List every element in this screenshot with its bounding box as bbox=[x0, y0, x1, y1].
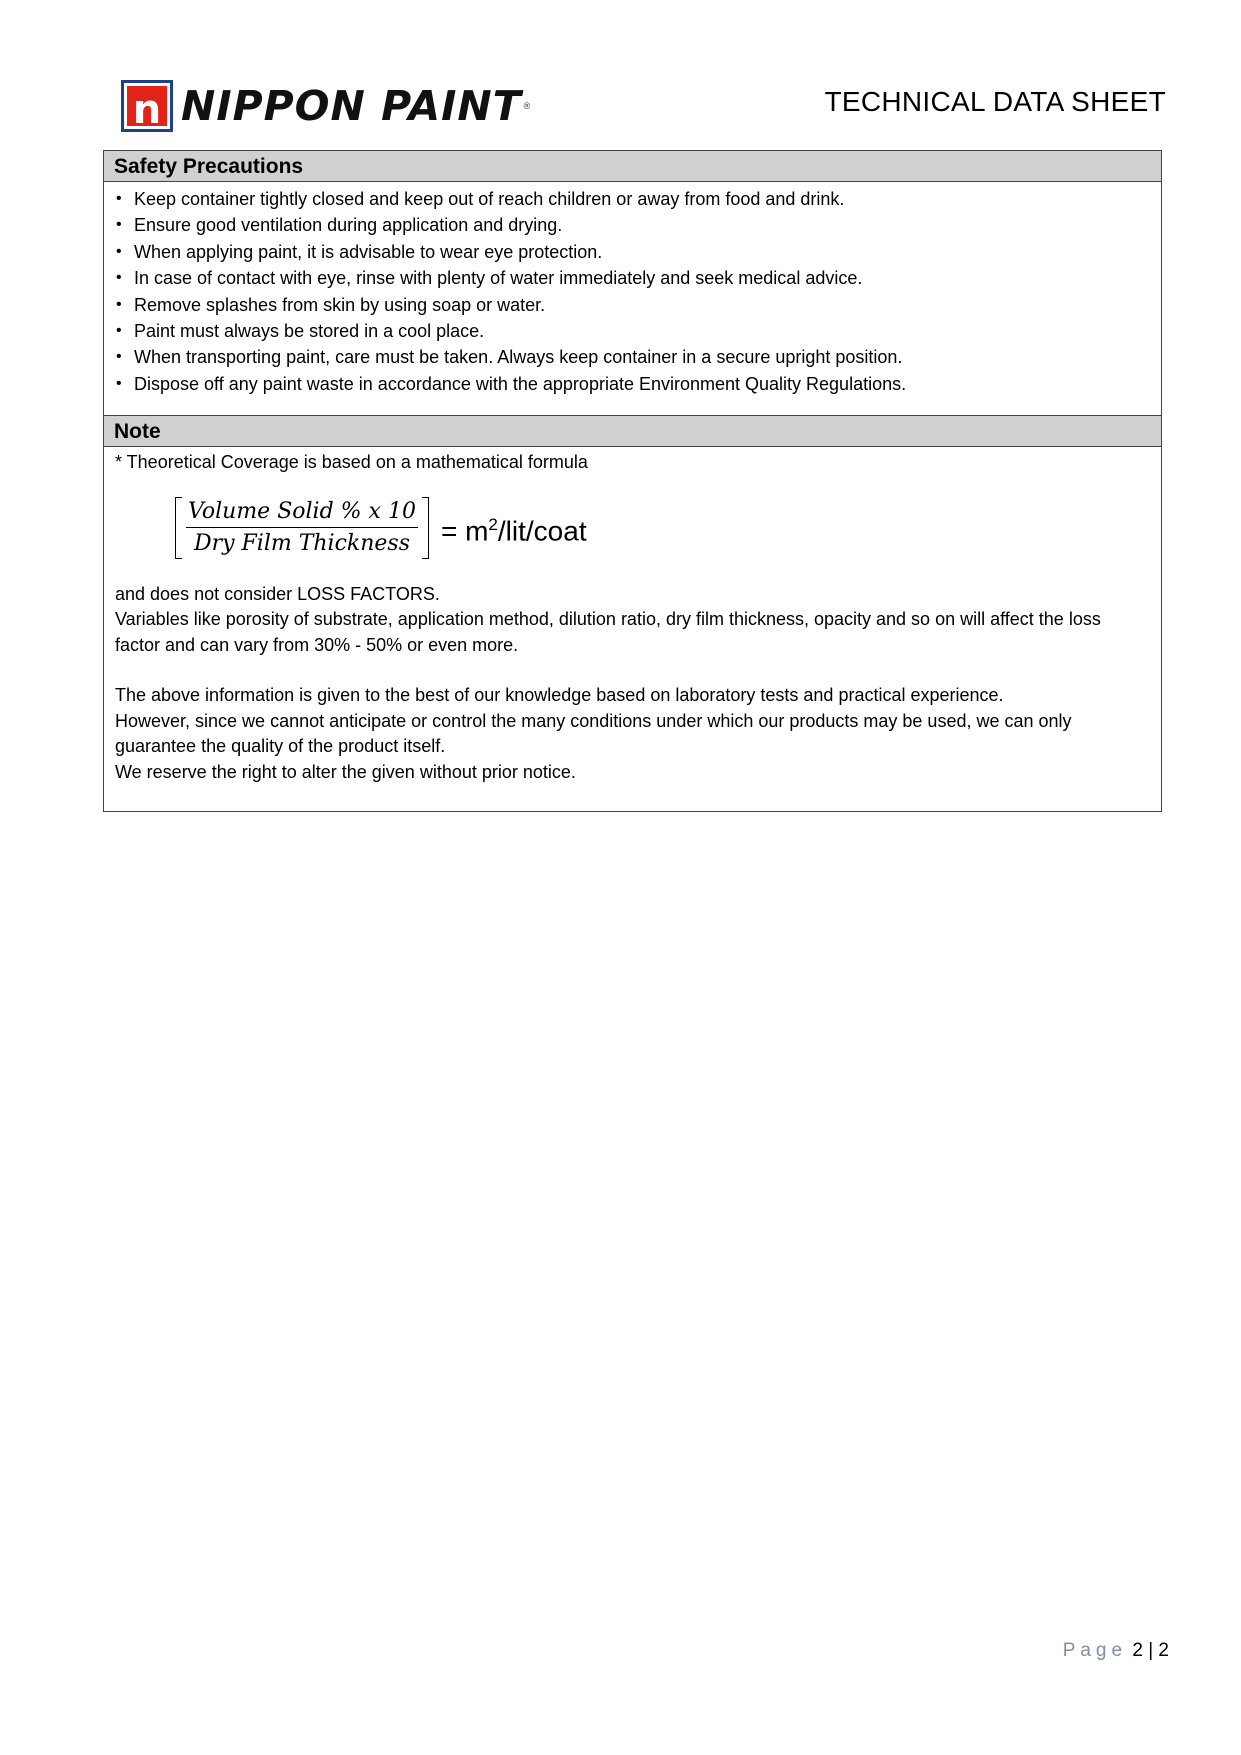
logo-mark-letter: n bbox=[132, 87, 162, 126]
formula-numerator: Volume Solid % x 10 bbox=[186, 497, 418, 528]
page-footer bbox=[1063, 1640, 1169, 1662]
document-title: TECHNICAL DATA SHEET bbox=[824, 86, 1166, 117]
safety-item-text: Keep container tightly closed and keep out of reach children or away from food and drink. bbox=[134, 189, 845, 209]
formula-fraction bbox=[182, 497, 422, 559]
safety-item-text: When applying paint, it is advisable to wear eye protection. bbox=[134, 241, 603, 262]
page-header bbox=[0, 0, 1241, 150]
left-bracket bbox=[175, 497, 182, 559]
list-item bbox=[116, 371, 1151, 397]
logo-registered-mark: ® bbox=[523, 101, 531, 111]
formula-brackets bbox=[175, 497, 429, 559]
list-item bbox=[116, 344, 1151, 370]
bullet-icon: • bbox=[116, 348, 122, 366]
note-disclaimer-1: The above information is given to the best of our knowledge based on laboratory tests and practical experience. bbox=[115, 685, 1004, 706]
note-variables: Variables like porosity of substrate, application method, dilution ratio, dry film thickness, opacity and so on will affect the loss factor and can vary from 30% - 50% or even more. bbox=[115, 609, 1101, 655]
note-disclaimer-2: However, since we cannot anticipate or control the many conditions under which our products may be used, we can only guarantee the quality of the product itself. bbox=[115, 710, 1072, 757]
right-bracket bbox=[422, 497, 429, 559]
note-intro: * Theoretical Coverage is based on a mathematical formula bbox=[115, 452, 588, 473]
safety-item-text: When transporting paint, care must be taken. Always keep container in a secure upright position. bbox=[134, 347, 903, 368]
bullet-icon: • bbox=[116, 269, 122, 287]
note-section-header: Note bbox=[104, 415, 1161, 447]
nippon-paint-logo bbox=[121, 78, 530, 134]
bullet-icon: • bbox=[116, 322, 122, 340]
safety-section-header: Safety Precautions bbox=[104, 151, 1161, 182]
formula-result bbox=[440, 512, 587, 547]
safety-item-text: Dispose off any paint waste in accordance with the appropriate Environment Quality Regulations. bbox=[134, 373, 907, 394]
list-item bbox=[116, 239, 1151, 265]
note-body bbox=[104, 447, 1161, 811]
formula-result-exponent: 2 bbox=[488, 514, 498, 534]
formula-denominator: Dry Film Thickness bbox=[193, 530, 411, 556]
bullet-icon: • bbox=[116, 216, 122, 234]
paragraph-gap bbox=[115, 658, 1149, 683]
safety-list bbox=[104, 182, 1161, 415]
list-item bbox=[116, 212, 1151, 238]
page-current: 2 bbox=[1132, 1640, 1143, 1661]
page-total: 2 bbox=[1158, 1640, 1169, 1661]
bullet-icon: • bbox=[116, 295, 122, 313]
bullet-icon: • bbox=[116, 190, 122, 207]
safety-item-text: Ensure good ventilation during application and drying. bbox=[134, 215, 563, 236]
coverage-formula bbox=[175, 484, 1149, 572]
logo-wordmark: NIPPON PAINT bbox=[181, 82, 522, 130]
note-disclaimer-3: We reserve the right to alter the given without prior notice. bbox=[115, 761, 576, 782]
bullet-icon: • bbox=[116, 374, 122, 392]
list-item bbox=[116, 318, 1151, 344]
logo-mark-icon bbox=[121, 80, 173, 132]
page-label: Page bbox=[1062, 1640, 1128, 1661]
safety-item-text: In case of contact with eye, rinse with plenty of water immediately and seek medical advice. bbox=[134, 268, 863, 289]
content-table bbox=[103, 150, 1162, 812]
page-separator: | bbox=[1148, 1640, 1154, 1661]
safety-item-text: Remove splashes from skin by using soap or water. bbox=[134, 294, 546, 315]
safety-item-text: Paint must always be stored in a cool place. bbox=[134, 321, 485, 342]
formula-result-prefix: = m bbox=[440, 515, 489, 547]
note-loss-factors: and does not consider LOSS FACTORS. bbox=[115, 583, 440, 604]
list-item bbox=[116, 265, 1151, 291]
list-item bbox=[116, 292, 1151, 318]
list-item bbox=[116, 186, 1151, 212]
bullet-icon: • bbox=[116, 242, 122, 260]
formula-result-suffix: /lit/coat bbox=[497, 515, 587, 547]
